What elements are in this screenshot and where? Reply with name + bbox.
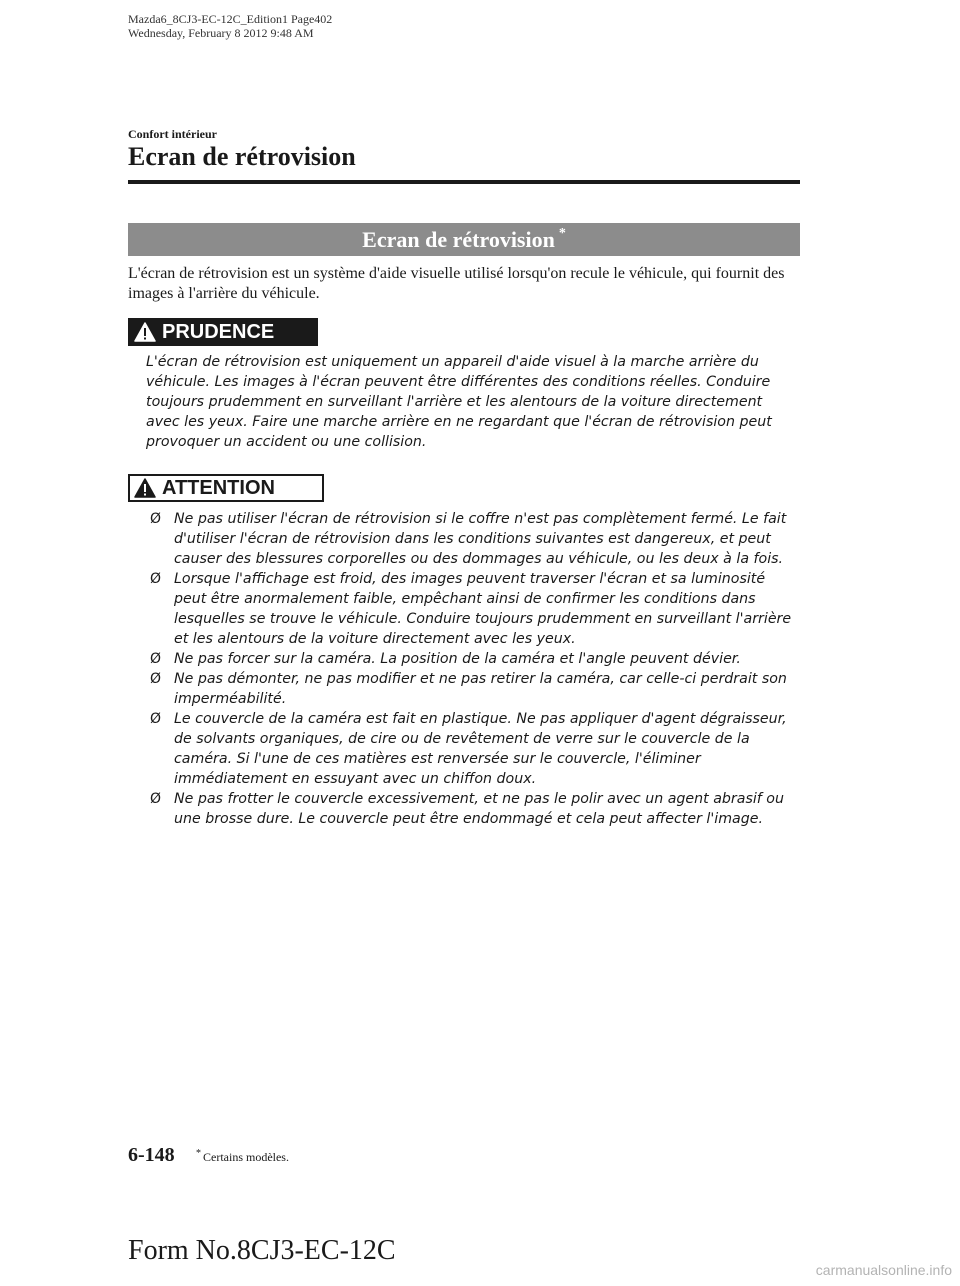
print-header — [128, 12, 332, 40]
form-number: Form No.8CJ3-EC-12C — [128, 1235, 396, 1266]
list-item — [146, 789, 800, 829]
list-item — [146, 509, 800, 569]
attention-item-text: Le couvercle de la caméra est fait en plastique. Ne pas appliquer d'agent dégraisseur, de solvants organiques, de cire ou de revêtement de verre sur le couvercle de la caméra. Si l'une de ces matières est renversée sur le couvercle, l'éliminer immédiatement en essuyant avec un chiffon doux. — [174, 711, 787, 787]
arrow-bullet-icon: Ø — [150, 651, 162, 667]
arrow-bullet-icon: Ø — [150, 791, 162, 807]
prudence-text: L'écran de rétrovision est uniquement un appareil d'aide visuel à la marche arrière du véhicule. Les images à l'écran peuvent être différentes des conditions réelles. Conduire toujours prudemment en surveillant l'arrière et les alentours de la voiture directement avec les yeux. Faire une marche arrière en ne regardant que l'écran de rétrovision peut provoquer un accident ou une collision. — [146, 354, 772, 450]
banner-title: Ecran de rétrovision — [362, 226, 555, 252]
prudence-label — [128, 318, 318, 346]
arrow-bullet-icon: Ø — [150, 511, 162, 527]
intro-paragraph: L'écran de rétrovision est un système d'aide visuelle utilisé lorsqu'on recule le véhicule, qui fournit des images à l'arrière du véhicule. — [128, 265, 785, 302]
topic-banner — [128, 223, 800, 256]
attention-item-text: Ne pas frotter le couvercle excessivement, et ne pas le polir avec un agent abrasif ou une brosse dure. Le couvercle peut être endommagé et cela peut affecter l'image. — [174, 791, 784, 827]
footnote — [196, 1150, 289, 1165]
banner-star: * — [558, 225, 566, 241]
attention-item-text: Ne pas démonter, ne pas modifier et ne pas retirer la caméra, car celle-ci perdrait son imperméabilité. — [174, 671, 787, 707]
print-header-file: Mazda6_8CJ3-EC-12C_Edition1 Page402 — [128, 12, 333, 26]
footnote-star: * — [196, 1148, 201, 1159]
page-title: Ecran de rétrovision — [128, 142, 356, 171]
section-category: Confort intérieur — [128, 127, 217, 141]
list-item — [146, 649, 800, 669]
print-header-date: Wednesday, February 8 2012 9:48 AM — [128, 26, 314, 40]
page-number: 6-148 — [128, 1144, 175, 1166]
arrow-bullet-icon: Ø — [150, 571, 162, 587]
arrow-bullet-icon: Ø — [150, 711, 162, 727]
title-divider — [128, 180, 800, 184]
footnote-text: Certains modèles. — [203, 1150, 289, 1164]
arrow-bullet-icon: Ø — [150, 671, 162, 687]
list-item — [146, 709, 800, 789]
attention-label-text: ATTENTION — [162, 476, 275, 499]
watermark: carmanualsonline.info — [815, 1262, 952, 1278]
list-item — [146, 669, 800, 709]
attention-label — [128, 474, 324, 502]
attention-item-text: Lorsque l'affichage est froid, des images peuvent traverser l'écran et sa luminosité peut être anormalement faible, empêchant ainsi de confirmer les conditions dans lesquelles se trouve le véhicule. Conduire toujours prudemment en surveillant l'arrière et les alentours de la voiture directement avec les yeux. — [174, 571, 792, 647]
warning-triangle-icon — [134, 322, 156, 342]
prudence-label-text: PRUDENCE — [162, 320, 275, 343]
attention-list — [146, 509, 800, 829]
attention-item-text: Ne pas forcer sur la caméra. La position de la caméra et l'angle peuvent dévier. — [174, 651, 741, 667]
warning-triangle-icon — [134, 478, 156, 498]
attention-item-text: Ne pas utiliser l'écran de rétrovision si le coffre n'est pas complètement fermé. Le fait d'utiliser l'écran de rétrovision dans les conditions suivantes est dangereux, et peut causer des blessures corporelles ou des dommages au véhicule, ou les deux à la fois. — [174, 511, 787, 567]
list-item — [146, 569, 800, 649]
